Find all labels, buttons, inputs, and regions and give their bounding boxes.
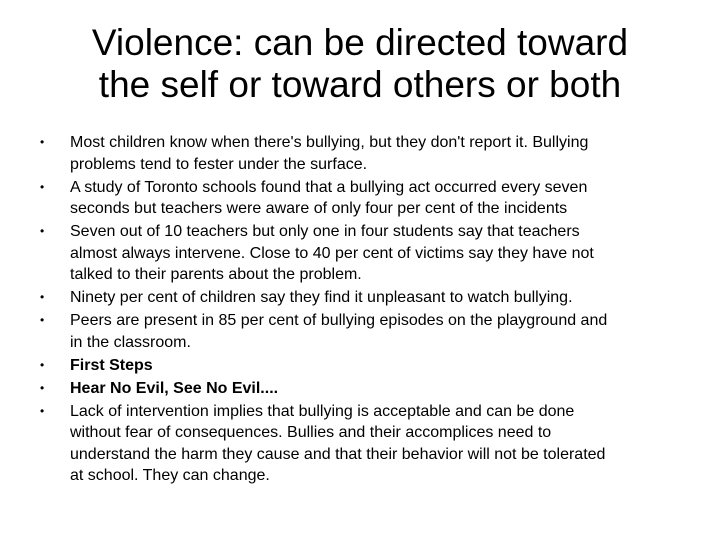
bullet-icon: • (40, 135, 45, 149)
bullet-item (0, 177, 720, 220)
bullet-item (0, 132, 720, 175)
bullet-text-line: understand the harm they cause and that their behavior will not be tolerated (70, 445, 606, 463)
bullet-text-line: almost always intervene. Close to 40 per cent of victims say they have not (70, 244, 594, 262)
bullet-item (0, 221, 720, 286)
slide-title-line: Violence: can be directed toward (91, 22, 629, 63)
bullet-icon: • (40, 403, 45, 418)
bullet-icon: • (40, 380, 45, 395)
bullet-text-line: Peers are present in 85 per cent of bullying episodes on the playground and (70, 312, 608, 329)
bullet-text-line: Most children know when there's bullying, but they don't report it. Bullying (70, 134, 589, 151)
bullet-item (0, 310, 720, 353)
bullet-heading-first-steps: First Steps (70, 356, 153, 374)
bullet-icon: • (40, 224, 45, 238)
bullet-text-line: seconds but teachers were aware of only four per cent of the incidents (70, 200, 568, 217)
bullet-text-line: in the classroom. (70, 333, 191, 351)
bullet-icon: • (40, 290, 45, 304)
bullet-text-line: talked to their parents about the problem. (70, 266, 362, 283)
bullet-icon: • (40, 313, 45, 327)
bullet-item (0, 401, 720, 487)
bullet-icon: • (40, 357, 45, 372)
bullet-item (0, 355, 720, 377)
bullet-text-line: without fear of consequences. Bullies and their accomplices need to (70, 424, 552, 441)
bullet-item (0, 378, 720, 400)
bullet-heading-hear-no-evil: Hear No Evil, See No Evil.... (70, 379, 279, 397)
bullet-item (0, 287, 720, 309)
bullet-list (0, 132, 720, 488)
bullet-icon: • (40, 179, 45, 194)
bullet-text-line: Ninety per cent of children say they find it unpleasant to watch bullying. (70, 289, 573, 306)
bullet-text-line: at school. They can change. (70, 467, 270, 484)
slide-title-line: the self or toward others or both (98, 64, 622, 105)
bullet-text-line: problems tend to fester under the surface. (70, 155, 368, 173)
bullet-text-line: Seven out of 10 teachers but only one in four students say that teachers (70, 223, 580, 240)
slide-title (40, 22, 680, 106)
bullet-text-line: A study of Toronto schools found that a bullying act occurred every seven (70, 178, 588, 196)
bullet-text-line: Lack of intervention implies that bullying is acceptable and can be done (70, 402, 575, 420)
